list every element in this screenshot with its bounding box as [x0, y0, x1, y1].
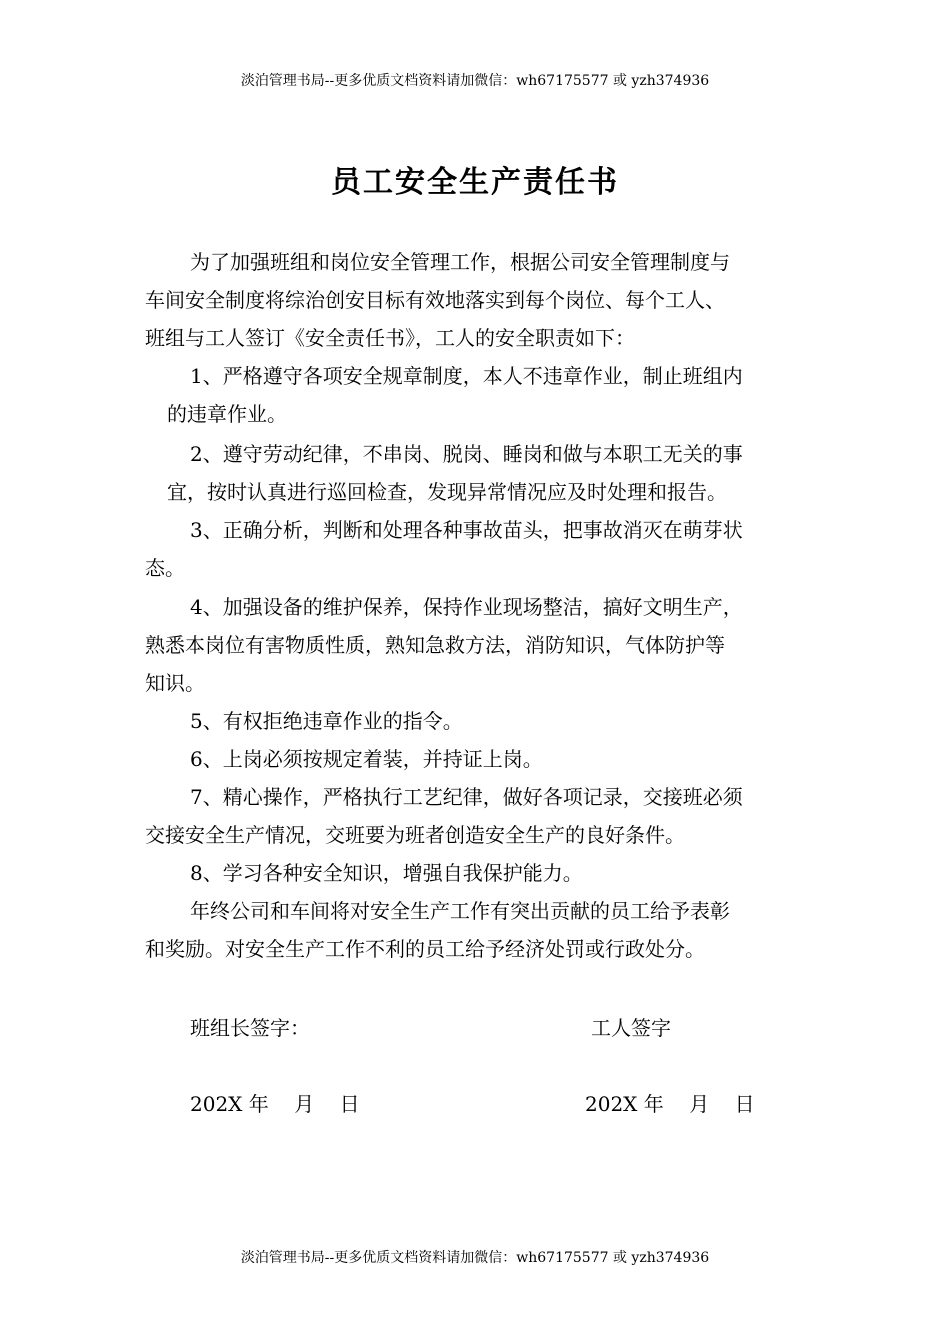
intro-line: 班组与工人签订《安全责任书》，工人的安全职责如下：: [145, 326, 635, 350]
intro-line: 车间安全制度将综治创安目标有效地落实到每个岗位、每个工人、: [145, 288, 725, 312]
duty-item-2-cont: 宜，按时认真进行巡回检查，发现异常情况应及时处理和报告。: [167, 480, 727, 504]
leader-signature-date: 202X 年 月 日: [190, 1092, 360, 1116]
duty-item-3-cont: 态。: [145, 556, 185, 580]
leader-signature-label: 班组长签字：: [190, 1016, 310, 1040]
duty-item-3: 3、正确分析，判断和处理各种事故苗头，把事故消灭在萌芽状: [190, 518, 743, 542]
duty-item-6: 6、上岗必须按规定着装，并持证上岗。: [190, 747, 543, 771]
intro-line: 为了加强班组和岗位安全管理工作，根据公司安全管理制度与: [190, 250, 730, 274]
closing-line: 年终公司和车间将对安全生产工作有突出贡献的员工给予表彰: [190, 899, 730, 923]
document-title: 员工安全生产责任书: [331, 165, 619, 200]
closing-line: 和奖励。对安全生产工作不利的员工给予经济处罚或行政处分。: [145, 937, 705, 961]
document-body: [145, 243, 810, 963]
duty-item-4-cont: 知识。: [145, 671, 205, 695]
page-header: 淡泊管理书局--更多优质文档资料请加微信：wh67175577 或 yzh374936: [240, 73, 710, 89]
duty-item-5: 5、有权拒绝违章作业的指令。: [190, 709, 463, 733]
page-footer: 淡泊管理书局--更多优质文档资料请加微信：wh67175577 或 yzh374936: [240, 1250, 710, 1266]
worker-signature-label: 工人签字: [591, 1016, 671, 1040]
duty-item-2: 2、遵守劳动纪律，不串岗、脱岗、睡岗和做与本职工无关的事: [190, 442, 743, 466]
worker-signature-date: 202X 年 月 日: [585, 1092, 755, 1116]
duty-item-4: 4、加强设备的维护保养，保持作业现场整洁，搞好文明生产，: [190, 595, 743, 619]
duty-item-8: 8、学习各种安全知识，增强自我保护能力。: [190, 861, 583, 885]
duty-item-7-cont: 交接安全生产情况，交班要为班者创造安全生产的良好条件。: [145, 823, 685, 847]
duty-item-1: 1、严格遵守各项安全规章制度，本人不违章作业，制止班组内: [190, 364, 743, 388]
duty-item-4-cont: 熟悉本岗位有害物质性质，熟知急救方法，消防知识，气体防护等: [145, 633, 725, 657]
duty-item-7: 7、精心操作，严格执行工艺纪律，做好各项记录，交接班必须: [190, 785, 743, 809]
duty-item-1-cont: 的违章作业。: [167, 402, 287, 426]
